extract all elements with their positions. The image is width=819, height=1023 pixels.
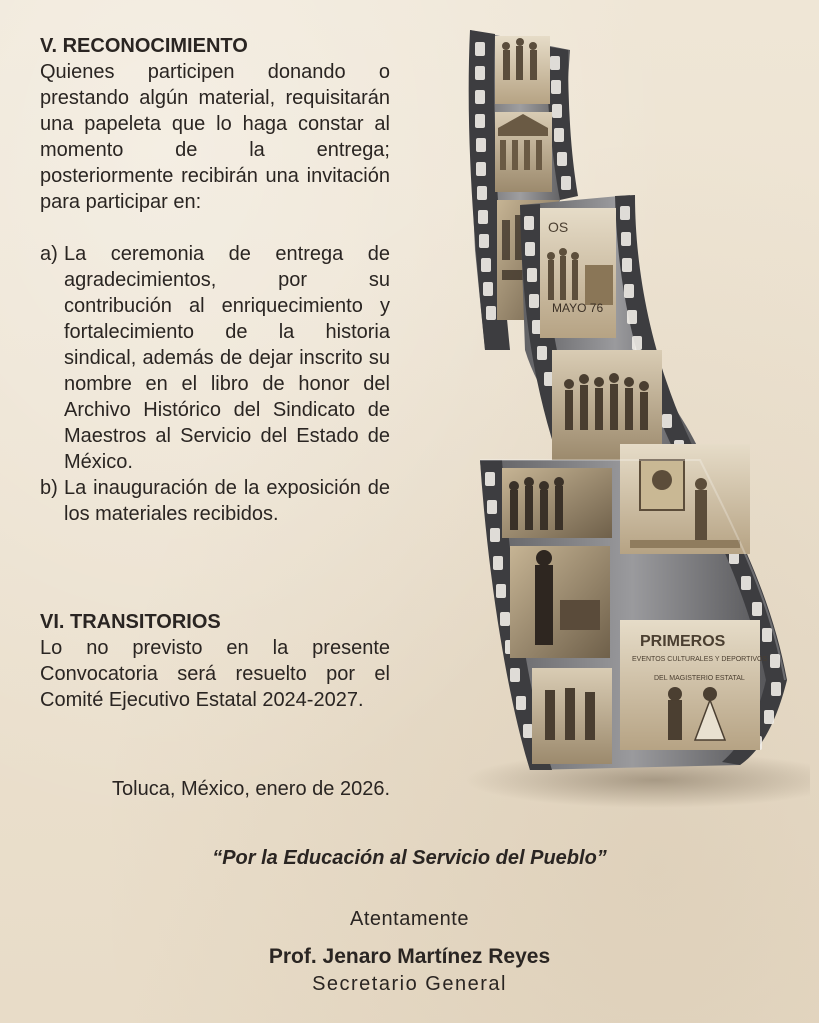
motto: “Por la Educación al Servicio del Pueblo”	[212, 847, 607, 869]
section-heading-transitorios: VI. TRANSITORIOS	[40, 611, 221, 633]
list-item	[40, 475, 390, 527]
section-reconocimiento	[40, 33, 390, 527]
transitorios-paragraph: Lo no previsto en la presente Convocatoria será resuelto por el Comité Ejecutivo Estatal 2024-2027.	[40, 637, 390, 711]
list-marker: a)	[40, 243, 58, 265]
photo-text-os: OS	[548, 219, 569, 235]
photo-banner-primeros: PRIMEROS	[640, 633, 726, 650]
reconocimiento-list	[40, 241, 390, 527]
place-date: Toluca, México, enero de 2026.	[112, 778, 390, 800]
list-item-text: La inauguración de la exposición de los materiales recibidos.	[64, 477, 390, 525]
photo-banner-magisterio: DEL MAGISTERIO ESTATAL	[654, 675, 745, 682]
signer-name: Prof. Jenaro Martínez Reyes	[268, 945, 551, 968]
photo-banner-eventos: EVENTOS CULTURALES Y DEPORTIVOS	[632, 656, 768, 663]
list-item	[40, 241, 390, 475]
section-transitorios	[40, 609, 390, 713]
list-item-text: La ceremonia de entrega de agradecimientos, por su contribución al enriquecimiento y fortalecimiento de la historia sindical, además de dejar inscrito su nombre en el libro de honor del Archivo Histórico del Sindicato de Maestros al Servicio del Estado de México.	[64, 243, 390, 473]
closing-word: Atentamente	[350, 908, 469, 930]
reconocimiento-paragraph: Quienes participen donando o prestando algún material, requisitarán una papeleta que lo haga constar al momento de la entrega; posteriormente recibirán una invitación para participar en:	[40, 61, 390, 213]
photo-sign-mayo: MAYO 76	[552, 301, 604, 315]
film-strip-illustration	[440, 20, 810, 810]
section-heading-reconocimiento: V. RECONOCIMIENTO	[40, 35, 248, 57]
film-strip-graphic	[440, 20, 810, 810]
list-marker: b)	[40, 477, 58, 499]
signer-role: Secretario General	[312, 973, 507, 995]
